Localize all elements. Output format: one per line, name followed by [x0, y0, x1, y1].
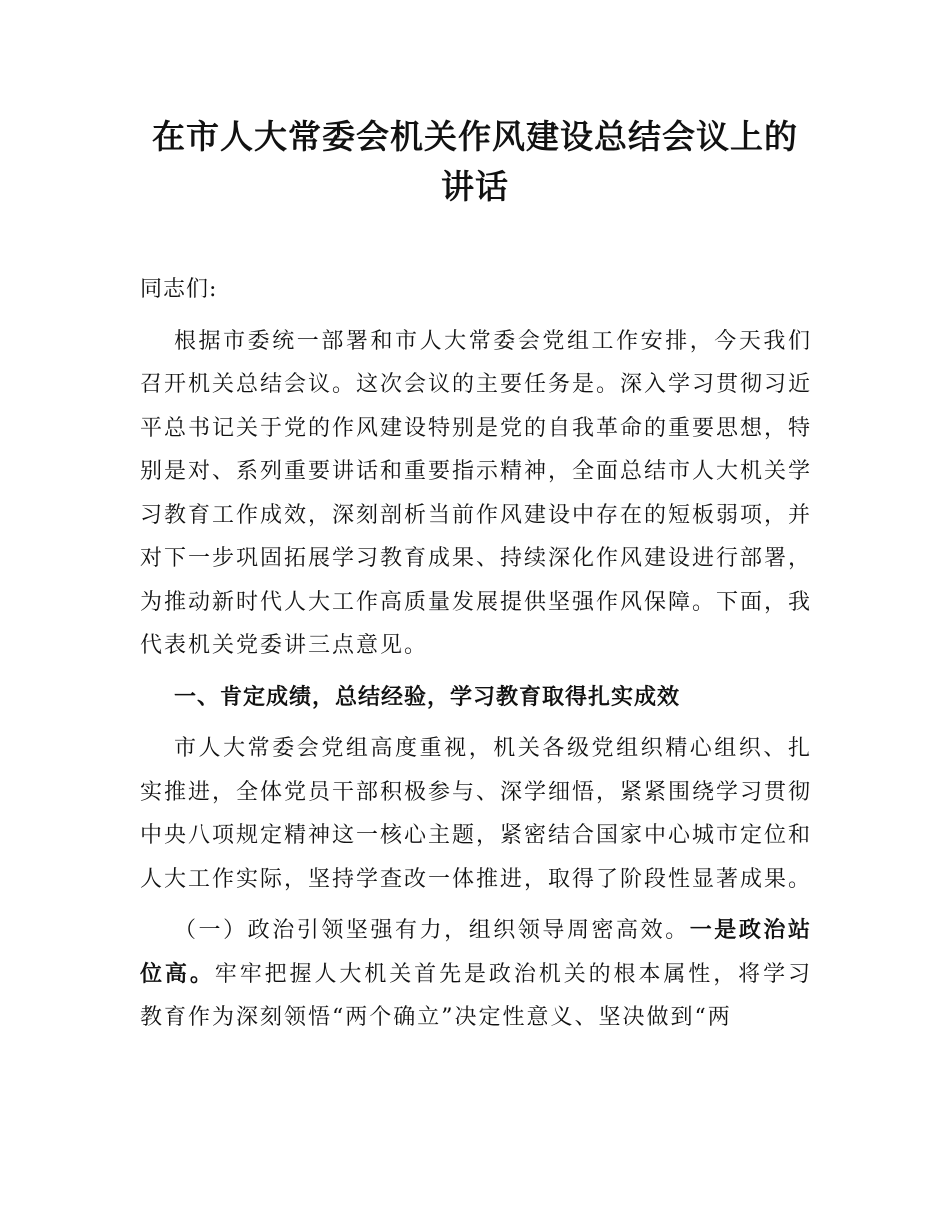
bold-phrase: 一是政治站位高。 — [140, 918, 812, 987]
subsection-lead: （一）政治引领坚强有力，组织领导周密高效。 — [174, 918, 690, 943]
document-title: 在市人大常委会机关作风建设总结会议上的讲话 — [152, 117, 798, 206]
document-body — [140, 268, 812, 1048]
section-heading-1: 一、肯定成绩，总结经验，学习教育取得扎实成效 — [174, 684, 681, 710]
subsection-rest: 牢牢把握人大机关首先是政治机关的根本属性，将学习教育作为深刻领悟“两个确立”决定性意义、坚决做到“两 — [140, 961, 812, 1030]
greeting: 同志们: — [140, 277, 218, 302]
intro-paragraph: 根据市委统一部署和市人大常委会党组工作安排，今天我们召开机关总结会议。这次会议的主要任务是。深入学习贯彻习近平总书记关于党的作风建设特别是党的自我革命的重要思想，特别是对、系列重要讲话和重要指示精神，全面总结市人大机关学习教育工作成效，深刻剖析当前作风建设中存在的短板弱项，并对下一步巩固拓展学习教育成果、持续深化作风建设进行部署，为推动新时代人大工作高质量发展提供坚强作风保障。下面，我代表机关党委讲三点意见。 — [140, 328, 813, 658]
section1-paragraph: 市人大常委会党组高度重视，机关各级党组织精心组织、扎实推进，全体党员干部积极参与、深学细悟，紧紧围绕学习贯彻中央八项规定精神这一核心主题，紧密结合国家中心城市定位和人大工作实际，坚持学查改一体推进，取得了阶段性显著成果。 — [140, 736, 813, 892]
subsection-paragraph-1 — [140, 909, 812, 1040]
